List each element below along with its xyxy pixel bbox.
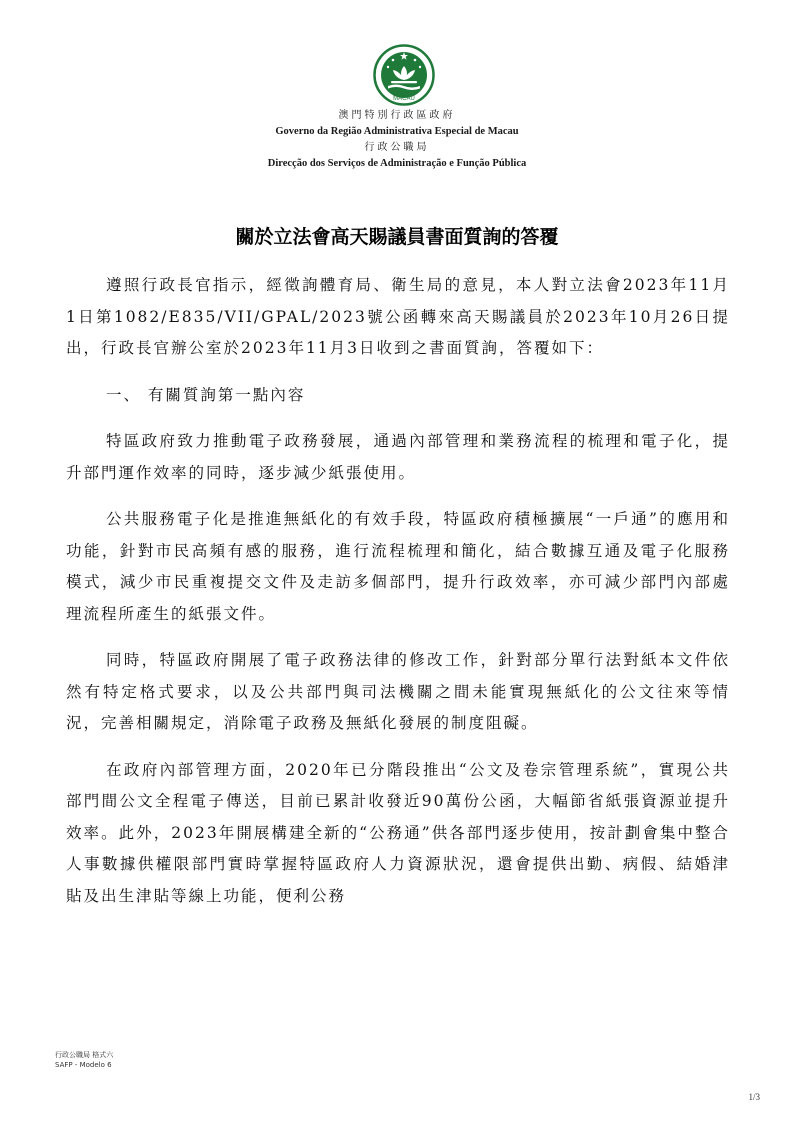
paragraph: 同時，特區政府開展了電子政務法律的修改工作，針對部分單行法對紙本文件依然有特定格式要求，以及公共部門與司法機關之間未能實現無紙化的公文往來等情況，完善相關規定，消除電子政務及無紙化發展的制度阻礙。 bbox=[66, 651, 730, 732]
document-title: 關於立法會高天賜議員書面質詢的答覆 bbox=[235, 226, 559, 248]
department-name-pt: Direcção dos Serviços de Administração e Função Pública bbox=[267, 158, 527, 169]
paragraph: 特區政府致力推動電子政務發展，通過內部管理和業務流程的梳理和電子化，提升部門運作效率的同時，逐步減少紙張使用。 bbox=[66, 432, 730, 482]
paragraph: 在政府內部管理方面，2020年已分階段推出“公文及卷宗管理系統”，實現公共部門間公文全程電子傳送，目前已累計收發近90萬份公函，大幅節省紙張資源並提升效率。此外，2023年開展構建全新的“公務通”供各部門逐步使用，按計劃會集中整合人事數據供權限部門實時掌握特區政府人力資源狀況，還會提供出勤、病假、結婚津貼及出生津貼等線上功能，便利公務 bbox=[66, 760, 730, 905]
macau-emblem-icon bbox=[373, 44, 435, 106]
letterhead bbox=[0, 108, 794, 172]
form-code-pt: SAFP - Modelo 6 bbox=[55, 1061, 112, 1069]
section-heading: 一、 有關質詢第一點內容 bbox=[106, 385, 306, 404]
paragraph-intro: 遵照行政長官指示，經徵詢體育局、衛生局的意見，本人對立法會2023年11月1日第1082/E835/VII/GPAL/2023號公函轉來高天賜議員於2023年10月26日提出，行政長官辦公室於2023年11月3日收到之書面質詢，答覆如下： bbox=[66, 276, 731, 357]
form-code-zh: 行政公職局 格式六 bbox=[55, 1051, 114, 1059]
emblem-text: MACAU bbox=[393, 96, 415, 102]
document-body bbox=[66, 270, 730, 927]
form-footer bbox=[55, 1050, 113, 1070]
government-name-zh: 澳門特別行政區政府 bbox=[338, 110, 456, 121]
page-number: 1/3 bbox=[748, 1092, 760, 1102]
department-name-zh: 行政公職局 bbox=[364, 142, 430, 153]
government-name-pt: Governo da Região Administrativa Especial de Macau bbox=[275, 126, 519, 137]
paragraph: 公共服務電子化是推進無紙化的有效手段，特區政府積極擴展“一戶通”的應用和功能，針對市民高頻有感的服務，進行流程梳理和簡化，結合數據互通及電子化服務模式，減少市民重複提交文件及走訪多個部門，提升行政效率，亦可減少部門內部處理流程所產生的紙張文件。 bbox=[66, 510, 730, 623]
